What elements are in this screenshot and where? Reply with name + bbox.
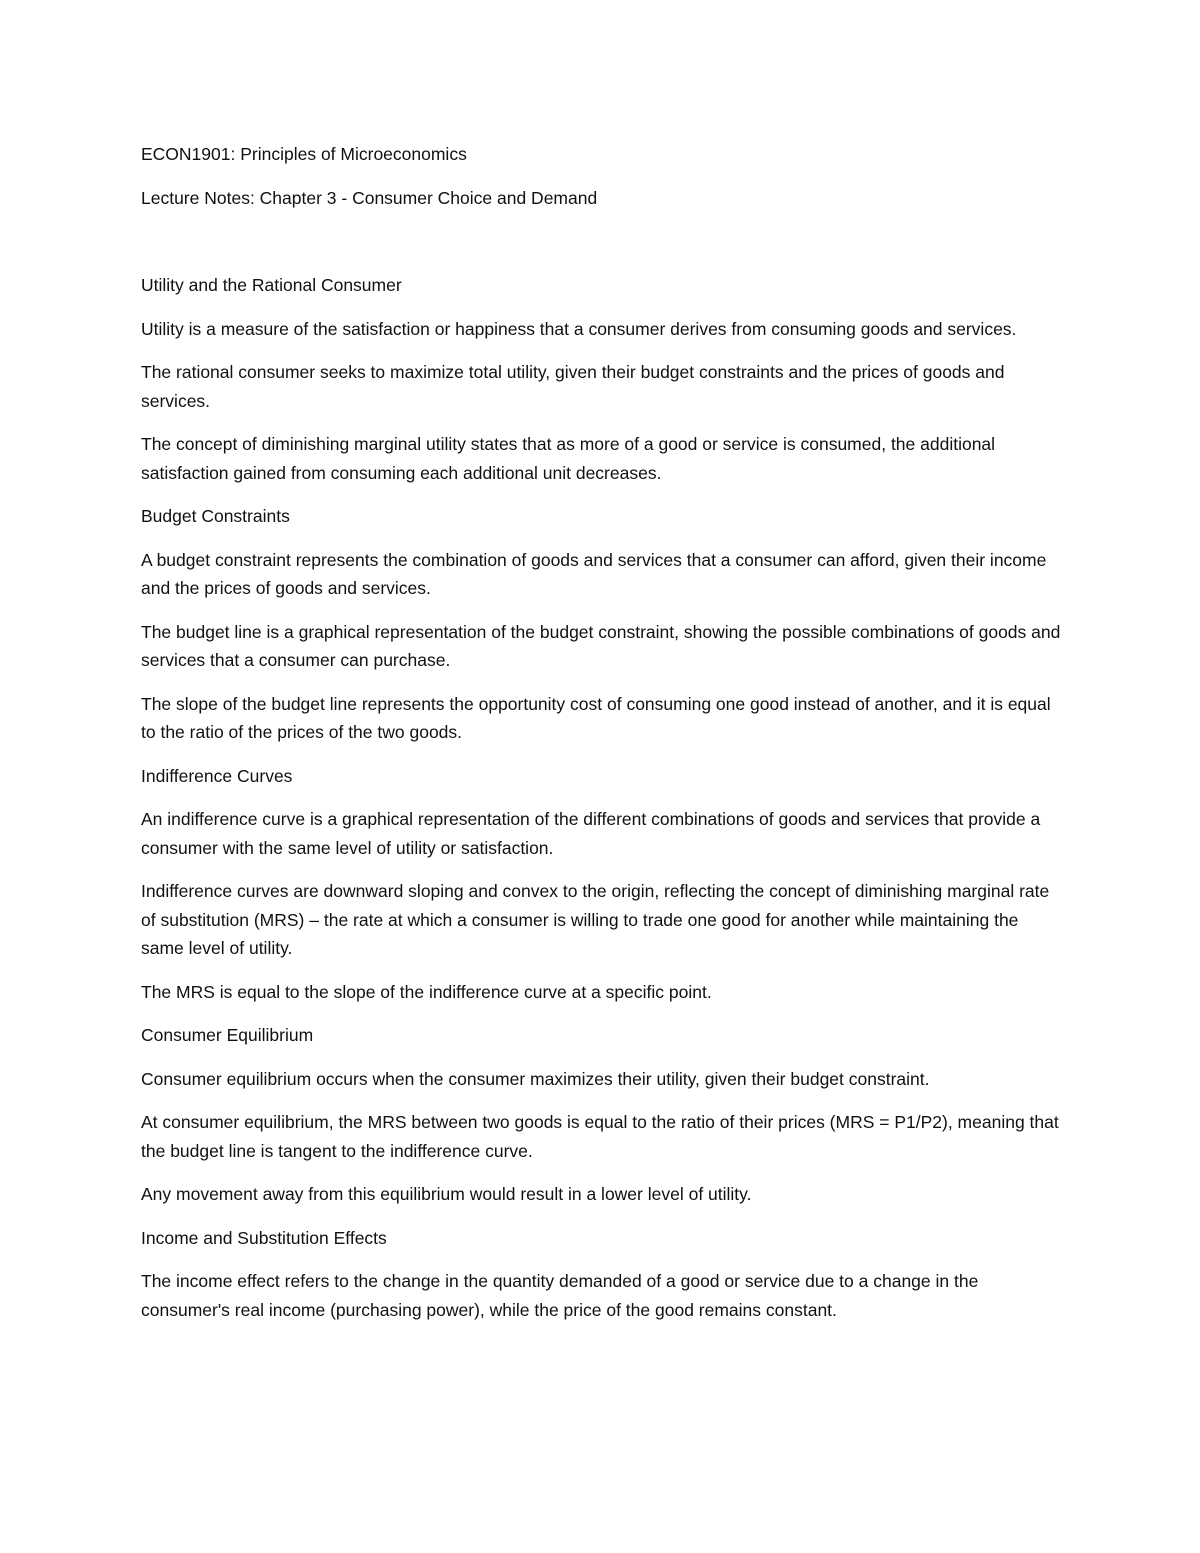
paragraph: The rational consumer seeks to maximize total utility, given their budget constraints and the prices of goods and services. [141, 362, 1005, 411]
paragraph: The concept of diminishing marginal utility states that as more of a good or service is consumed, the additional satisfaction gained from consuming each additional unit decreases. [141, 434, 996, 483]
section-heading: Indifference Curves [141, 765, 293, 786]
paragraph: Consumer equilibrium occurs when the consumer maximizes their utility, given their budget constraint. [141, 1068, 930, 1089]
paragraph: At consumer equilibrium, the MRS between two goods is equal to the ratio of their prices (MRS = P1/P2), meaning that the budget line is tangent to the indifference curve. [141, 1112, 1059, 1161]
section-income-substitution [141, 1224, 1061, 1325]
paragraph: A budget constraint represents the combination of goods and services that a consumer can afford, given their income and the prices of goods and services. [141, 549, 1047, 598]
paragraph: An indifference curve is a graphical representation of the different combinations of goods and services that provide a consumer with the same level of utility or satisfaction. [141, 809, 1041, 858]
section-heading: Budget Constraints [141, 506, 290, 526]
paragraph: Utility is a measure of the satisfaction or happiness that a consumer derives from consuming goods and services. [141, 318, 1017, 339]
section-budget-constraints [141, 502, 1061, 747]
section-consumer-equilibrium [141, 1021, 1061, 1209]
section-indifference-curves [141, 762, 1061, 1007]
paragraph: Indifference curves are downward sloping and convex to the origin, reflecting the concept of diminishing marginal rate of substitution (MRS) – the rate at which a consumer is willing to trade one good for another while maintaining the same level of utility. [141, 881, 1050, 958]
document-page [141, 140, 1061, 1339]
paragraph: The slope of the budget line represents the opportunity cost of consuming one good instead of another, and it is equal to the ratio of the prices of the two goods. [141, 693, 1051, 742]
paragraph: The MRS is equal to the slope of the indifference curve at a specific point. [141, 981, 712, 1002]
paragraph: The budget line is a graphical representation of the budget constraint, showing the possible combinations of goods and services that a consumer can purchase. [141, 621, 1061, 670]
document-subtitle: Lecture Notes: Chapter 3 - Consumer Choice and Demand [141, 187, 598, 208]
section-utility [141, 271, 1061, 487]
section-heading: Consumer Equilibrium [141, 1025, 314, 1045]
section-heading: Income and Substitution Effects [141, 1227, 387, 1248]
section-heading: Utility and the Rational Consumer [141, 275, 402, 295]
paragraph: Any movement away from this equilibrium would result in a lower level of utility. [141, 1184, 752, 1204]
document-title: ECON1901: Principles of Microeconomics [141, 144, 467, 164]
paragraph: The income effect refers to the change in the quantity demanded of a good or service due to a change in the consumer's real income (purchasing power), while the price of the good remains constant. [141, 1271, 979, 1320]
